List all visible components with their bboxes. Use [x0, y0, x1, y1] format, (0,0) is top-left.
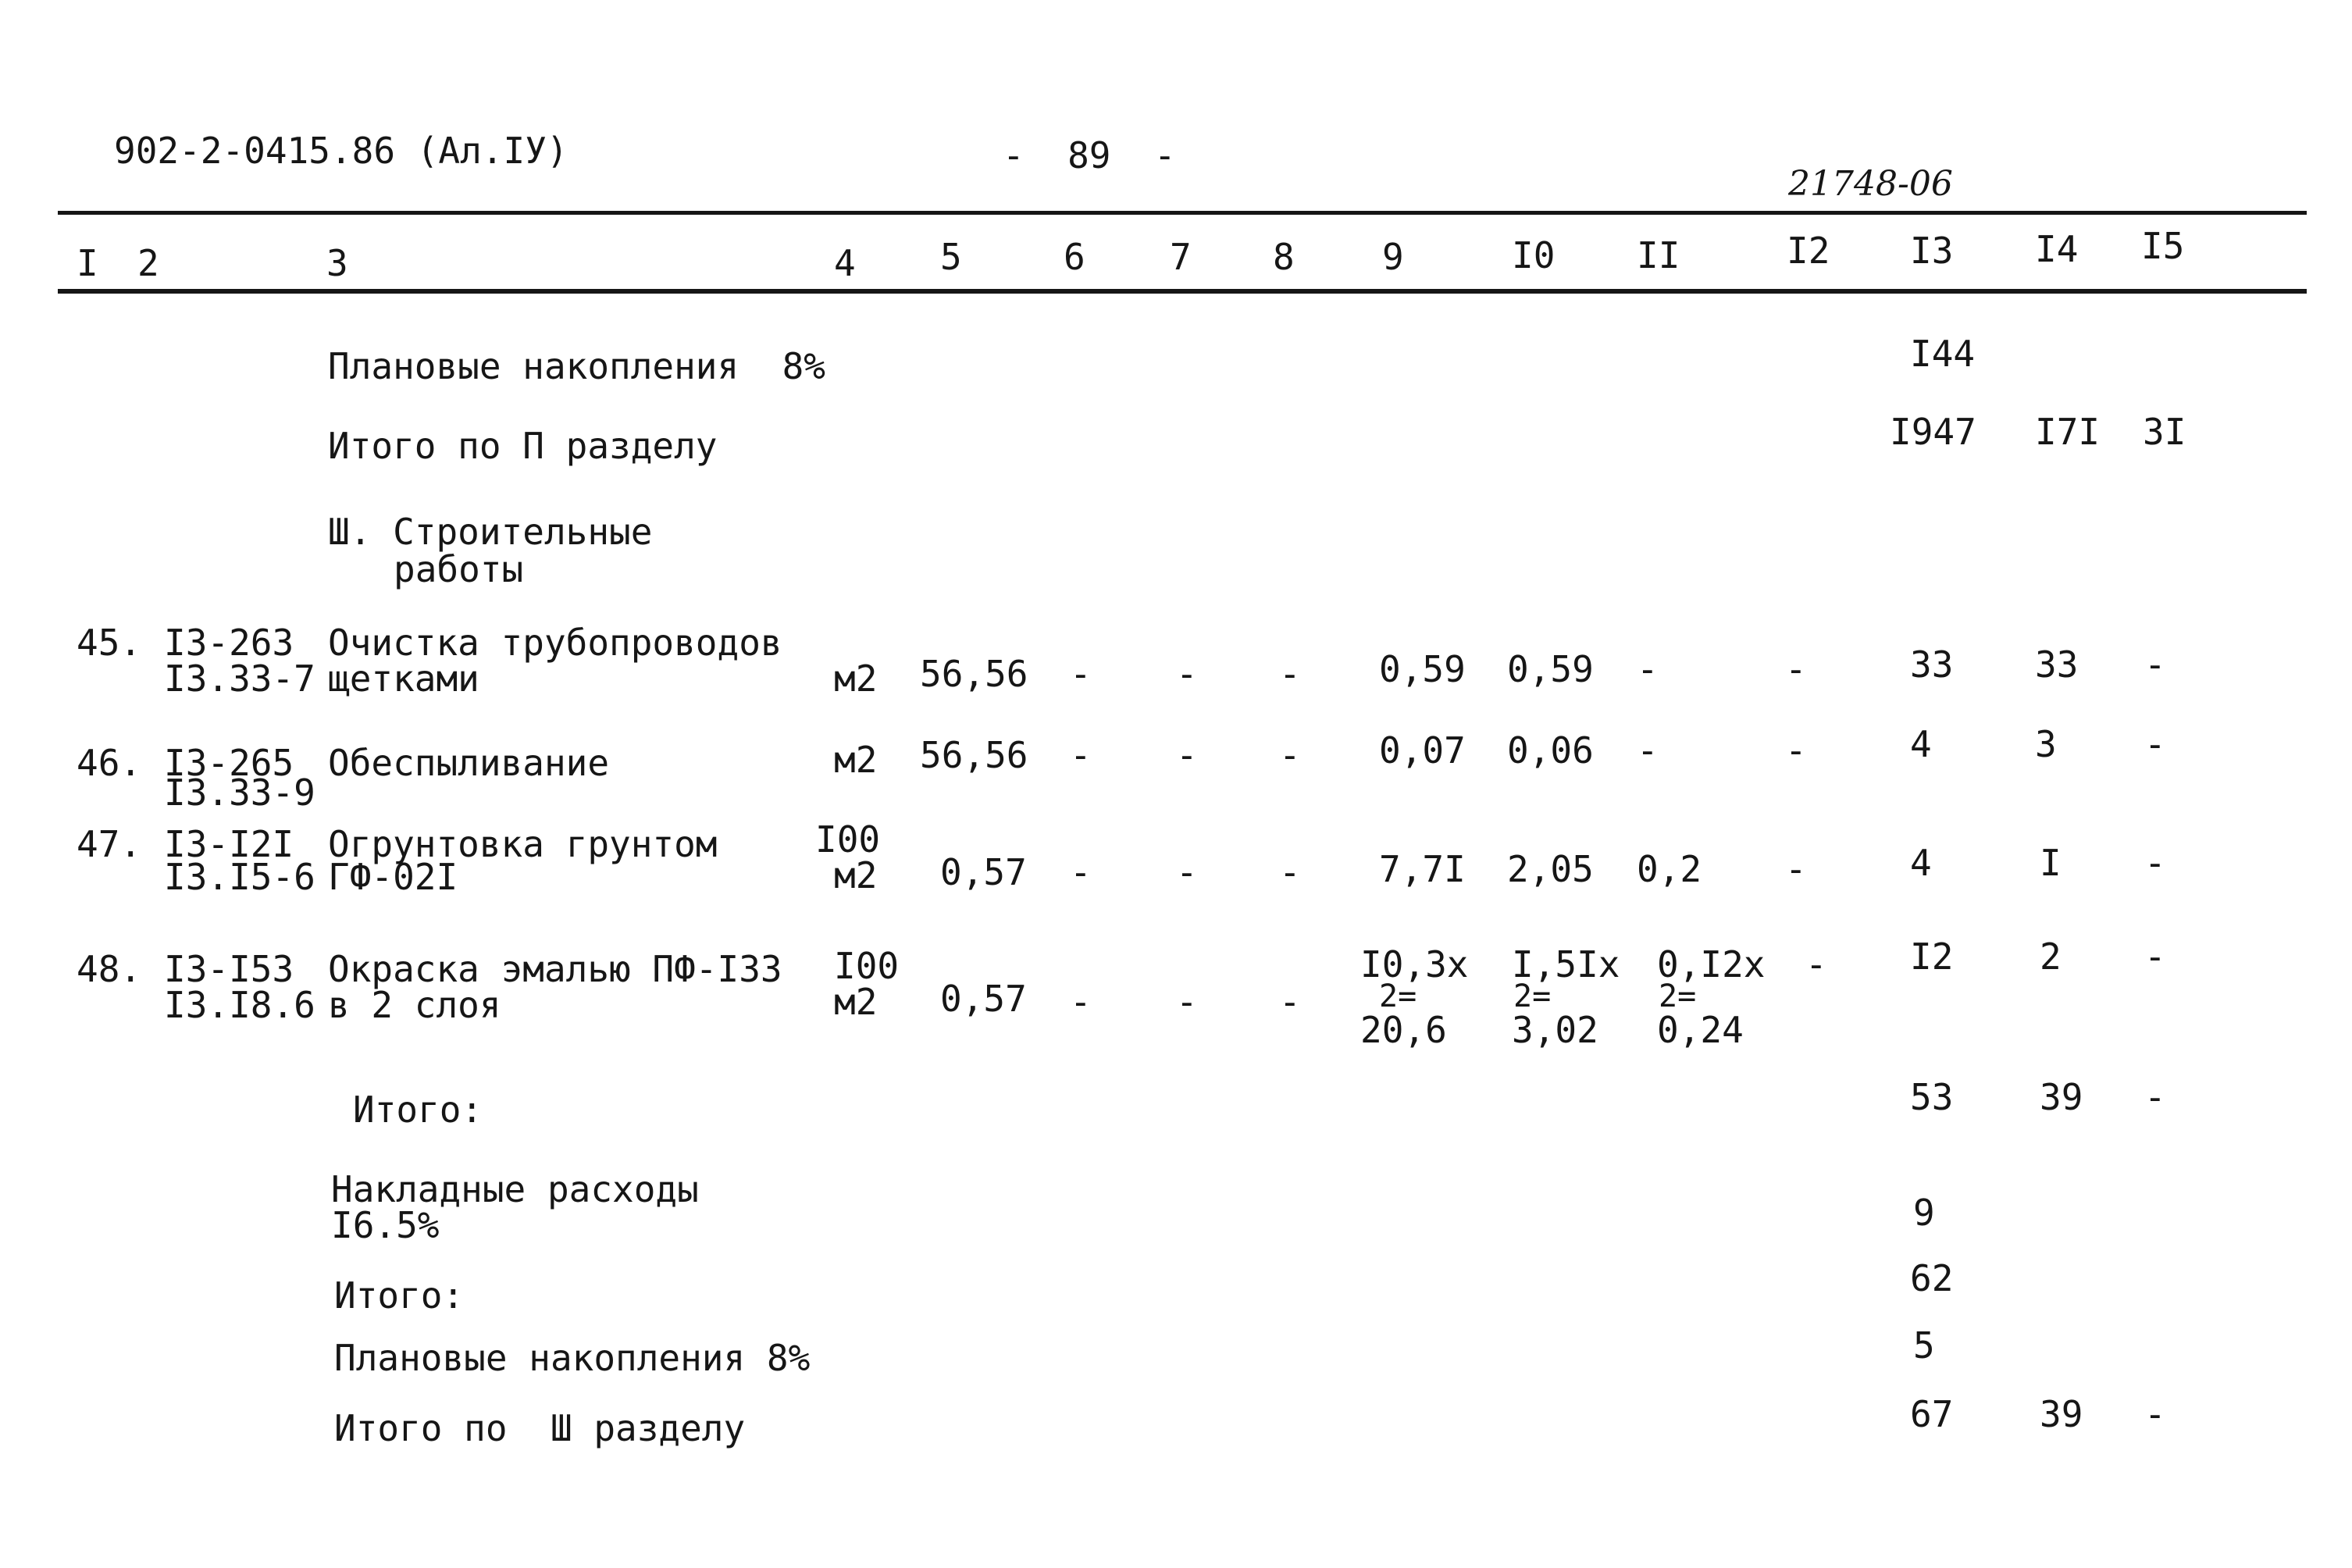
row-c9: I0,3x — [1360, 943, 1469, 985]
row-c8: - — [1279, 981, 1301, 1023]
row-description: в 2 слоя — [328, 984, 501, 1026]
row-number: 45. — [77, 622, 142, 664]
row-c11: 2= — [1659, 978, 1697, 1014]
row-c15: - — [2144, 842, 2166, 884]
summary-c13: 67 — [1910, 1393, 1954, 1435]
column-header-14: I4 — [2035, 228, 2079, 270]
summary-c14: 39 — [2040, 1393, 2083, 1435]
row-c9: 7,7I — [1379, 848, 1466, 890]
row-description: Очистка трубопроводов — [328, 622, 782, 664]
row-quantity: 56,56 — [920, 653, 1028, 695]
row-c6: - — [1070, 981, 1092, 1023]
document-code: 902-2-0415.86 (Ал.IУ) — [114, 130, 568, 172]
page-number: - 89 - — [1003, 134, 1176, 176]
row-c7: - — [1176, 851, 1198, 893]
row-description: щетками — [328, 657, 479, 700]
row-description: Окраска эмалью ПФ-I33 — [328, 948, 782, 990]
row-c8: - — [1279, 851, 1301, 893]
column-header-15: I5 — [2141, 225, 2185, 267]
row-c11: - — [1637, 729, 1659, 772]
row-code: I3.33-9 — [164, 772, 315, 814]
row-c12: - — [1785, 729, 1807, 772]
row-c8: - — [1279, 653, 1301, 695]
column-header-2: 2 — [137, 242, 159, 284]
section-2-total-c13: I947 — [1890, 411, 1976, 453]
summary-label: Итого: — [353, 1089, 483, 1131]
row-c13: 33 — [1910, 643, 1954, 686]
summary-c13: 62 — [1910, 1257, 1954, 1299]
section-3-title-line1: Ш. Строительные — [328, 511, 653, 553]
section-3-total-label: Итого по Ш разделу — [334, 1407, 746, 1449]
row-c11: - — [1637, 648, 1659, 690]
row-c10: 2= — [1513, 978, 1552, 1014]
row-number: 48. — [77, 948, 142, 990]
column-header-3: 3 — [326, 242, 348, 284]
summary-c13: 53 — [1910, 1076, 1954, 1118]
column-header-11: II — [1637, 234, 1680, 276]
row-c13: 4 — [1910, 723, 1932, 765]
row-c7: - — [1176, 734, 1198, 776]
header-bottom-rule — [58, 289, 2307, 294]
section-2-total-c14: I7I — [2035, 411, 2101, 453]
row-c10: 2,05 — [1507, 848, 1594, 890]
row-number: 47. — [77, 823, 142, 865]
row-c12: - — [1785, 848, 1807, 890]
column-header-4: 4 — [834, 242, 856, 284]
handwritten-code: 21748-06 — [1788, 164, 1953, 204]
row-c14: 2 — [2040, 935, 2062, 978]
row-c14: 33 — [2035, 643, 2079, 686]
planned-savings-label: Плановые накопления 8% — [328, 345, 825, 387]
row-c9: 20,6 — [1360, 1009, 1447, 1051]
row-c11: 0,24 — [1657, 1009, 1744, 1051]
summary-label: Итого: — [334, 1274, 465, 1317]
summary-c13: 5 — [1913, 1324, 1935, 1367]
column-header-6: 6 — [1064, 236, 1085, 278]
row-c14: 3 — [2035, 723, 2057, 765]
column-header-7: 7 — [1170, 236, 1192, 278]
row-c7: - — [1176, 981, 1198, 1023]
row-c15: - — [2144, 935, 2166, 978]
section-2-total-c15: 3I — [2143, 411, 2186, 453]
row-code: I3.I5-6 — [164, 856, 315, 898]
row-c11: 0,I2x — [1657, 943, 1766, 985]
row-c14: I — [2040, 842, 2062, 884]
overhead-label: Накладные расходы I6.5% — [331, 1168, 699, 1246]
row-c9: 0,59 — [1379, 648, 1466, 690]
row-quantity: 0,57 — [940, 978, 1027, 1020]
row-unit: м2 — [834, 981, 878, 1023]
column-header-10: I0 — [1512, 234, 1556, 276]
row-description: Обеспыливание — [328, 742, 610, 784]
row-c8: - — [1279, 734, 1301, 776]
row-c13: I2 — [1910, 935, 1954, 978]
column-header-5: 5 — [940, 236, 962, 278]
row-description: Огрунтовка грунтом — [328, 823, 718, 865]
header-top-rule — [58, 211, 2307, 215]
row-quantity: 0,57 — [940, 851, 1027, 893]
summary-c14: 39 — [2040, 1076, 2083, 1118]
row-unit: м2 — [834, 739, 878, 781]
row-c15: - — [2144, 723, 2166, 765]
summary-c13: 9 — [1913, 1192, 1935, 1234]
section-3-title-line2: работы — [394, 548, 524, 590]
row-code: I3.I8.6 — [164, 984, 315, 1026]
row-c11: 0,2 — [1637, 848, 1702, 890]
row-c9: 2= — [1379, 978, 1417, 1014]
row-c13: 4 — [1910, 842, 1932, 884]
column-header-9: 9 — [1382, 236, 1404, 278]
row-description: ГФ-02I — [328, 856, 458, 898]
row-c10: 0,59 — [1507, 648, 1594, 690]
row-c10: 0,06 — [1507, 729, 1594, 772]
row-code: I3-I2I — [164, 823, 294, 865]
row-c12: - — [1785, 648, 1807, 690]
summary-c15: - — [2144, 1076, 2166, 1118]
row-quantity: 56,56 — [920, 734, 1028, 776]
planned-savings-total: I44 — [1910, 333, 1976, 375]
row-unit: I00 — [815, 818, 881, 861]
row-unit: м2 — [834, 657, 878, 700]
section-2-total-label: Итого по П разделу — [328, 425, 718, 467]
row-number: 46. — [77, 742, 142, 784]
row-c15: - — [2144, 643, 2166, 686]
row-c6: - — [1070, 734, 1092, 776]
row-c6: - — [1070, 653, 1092, 695]
column-header-1: I — [77, 242, 98, 284]
row-code: I3-I53 — [164, 948, 294, 990]
row-c6: - — [1070, 851, 1092, 893]
row-c12: - — [1805, 943, 1827, 985]
row-c10: 3,02 — [1512, 1009, 1598, 1051]
column-header-12: I2 — [1787, 230, 1830, 272]
row-code: I3.33-7 — [164, 657, 315, 700]
row-unit: м2 — [834, 854, 878, 896]
row-unit: I00 — [834, 945, 900, 987]
column-header-13: I3 — [1910, 230, 1954, 272]
row-code: I3-265 — [164, 742, 294, 784]
summary-label: Плановые накопления 8% — [334, 1337, 811, 1379]
column-header-8: 8 — [1273, 236, 1295, 278]
summary-c15: - — [2144, 1393, 2166, 1435]
row-c9: 0,07 — [1379, 729, 1466, 772]
row-c7: - — [1176, 653, 1198, 695]
row-c10: I,5Ix — [1512, 943, 1620, 985]
row-code: I3-263 — [164, 622, 294, 664]
